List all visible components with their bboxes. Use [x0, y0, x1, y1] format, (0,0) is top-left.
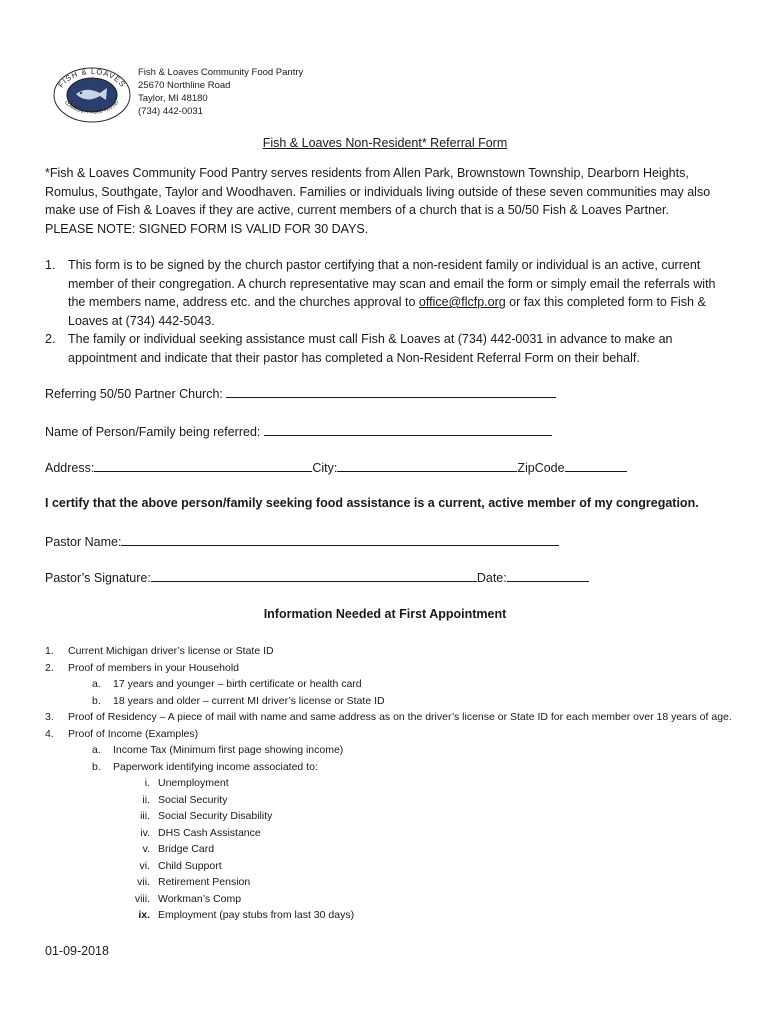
- referred-person-blank[interactable]: [264, 423, 552, 436]
- roman-numeral: iv.: [140, 826, 150, 839]
- org-phone: (734) 442-0031: [138, 106, 203, 117]
- email-link[interactable]: office@flcfp.org: [418, 295, 506, 309]
- pastor-name-field: [45, 533, 559, 549]
- income-type-item: [45, 858, 735, 875]
- pastor-signature-field: [45, 569, 589, 585]
- requirement-text: Proof of Residency – A piece of mail with name and same address as on the driver’s license or State ID for each member over 18 years of age.: [68, 711, 732, 723]
- requirements-list: [45, 643, 735, 924]
- city-label: City:: [312, 461, 338, 475]
- requirement-item: [45, 643, 735, 660]
- instruction-number: 1.: [45, 258, 56, 272]
- pastor-signature-blank[interactable]: [151, 569, 477, 582]
- org-address-block: [138, 66, 303, 118]
- sub-item-text: 18 years and older – current MI driver’s license or State ID: [113, 694, 385, 707]
- org-street: 25670 Northline Road: [138, 80, 231, 91]
- instruction-item: [45, 330, 735, 367]
- logo-ring-bottom: COMMUNITY FOOD PANTRY: [63, 99, 121, 115]
- partner-church-blank[interactable]: [226, 385, 556, 398]
- income-type-item: [45, 775, 735, 792]
- roman-numeral: ii.: [142, 793, 150, 806]
- validity-note: PLEASE NOTE: SIGNED FORM IS VALID FOR 30 DAYS.: [45, 221, 369, 236]
- roman-numeral: ix.: [138, 909, 150, 921]
- sub-item-letter: a.: [92, 678, 101, 690]
- zip-label: ZipCode: [517, 461, 565, 475]
- requirement-number: 4.: [45, 727, 54, 740]
- city-blank[interactable]: [337, 459, 517, 472]
- requirement-item: [45, 660, 735, 677]
- instructions-list: [45, 256, 735, 367]
- income-type-text: Child Support: [158, 859, 222, 872]
- address-field-row: [45, 459, 627, 475]
- form-title: Fish & Loaves Non-Resident* Referral Form: [262, 136, 508, 150]
- requirement-item: [45, 709, 735, 726]
- pastor-name-blank[interactable]: [121, 533, 559, 546]
- income-type-text: Social Security: [158, 793, 228, 806]
- income-type-item: [45, 907, 735, 924]
- roman-numeral: vi.: [139, 859, 150, 872]
- pastor-signature-label: Pastor’s Signature:: [45, 571, 151, 585]
- income-type-text: Workman’s Comp: [158, 892, 242, 905]
- roman-numeral: iii.: [140, 810, 150, 822]
- intro-section: [45, 164, 735, 238]
- sub-item: [45, 759, 735, 776]
- requirement-number: 1.: [45, 645, 54, 657]
- intro-text: *Fish & Loaves Community Food Pantry serves residents from Allen Park, Brownstown Township, Dearborn Heights, Romulus, Southgate, Taylor and Woodhaven. Families or individuals living outside of these seven communities may also make use of Fish & Loaves if they are active, current members of a church that is a 50/50 Fish & Loaves Partner.: [45, 166, 711, 217]
- fish-loaves-logo-icon: [52, 66, 132, 124]
- requirement-text: Proof of Income (Examples): [68, 727, 199, 740]
- income-type-text: Social Security Disability: [158, 810, 273, 822]
- income-type-text: Retirement Pension: [158, 876, 251, 888]
- partner-church-field: [45, 385, 556, 401]
- sub-item-text: Income Tax (Minimum first page showing income): [113, 744, 344, 756]
- partner-church-label: Referring 50/50 Partner Church:: [45, 387, 227, 401]
- sub-item: [45, 742, 735, 759]
- income-type-item: [45, 792, 735, 809]
- sub-item-letter: b.: [92, 760, 101, 773]
- income-type-text: Employment (pay stubs from last 30 days): [158, 909, 355, 921]
- org-city: Taylor, MI 48180: [138, 93, 208, 104]
- income-type-item: [45, 825, 735, 842]
- sub-item: [45, 693, 735, 710]
- roman-numeral: v.: [142, 843, 150, 855]
- info-heading: Information Needed at First Appointment: [263, 607, 507, 621]
- requirement-number: 3.: [45, 711, 54, 723]
- sub-item: [45, 676, 735, 693]
- pastor-name-label: Pastor Name:: [45, 535, 122, 549]
- requirement-text: Current Michigan driver’s license or State ID: [68, 645, 274, 657]
- referred-person-field: [45, 423, 552, 439]
- date-blank[interactable]: [507, 569, 589, 582]
- instruction-text: or fax this completed form to Fish & Loaves at (734) 442-5043.: [68, 295, 706, 328]
- income-type-text: Bridge Card: [158, 843, 215, 855]
- sub-item-text: Paperwork identifying income associated to:: [113, 760, 318, 773]
- roman-numeral: vii.: [137, 876, 150, 888]
- sub-item-text: 17 years and younger – birth certificate or health card: [113, 678, 362, 690]
- instruction-text: This form is to be signed by the church pastor certifying that a non-resident family or individual is an active, current member of their congregation. A church representative may scan and email the form or simply email the referrals with the members name, address etc. and the churches approval to: [68, 258, 716, 309]
- logo-ring-top: FISH & LOAVES: [56, 66, 128, 90]
- instruction-text: The family or individual seeking assistance must call Fish & Loaves at (734) 442-0031 in advance to make an appointment and indicate that their pastor has completed a Non-Resident Referral Form on their behalf.: [68, 332, 673, 365]
- instruction-item: [45, 256, 735, 330]
- certification-statement: I certify that the above person/family seeking food assistance is a current, active member of my congregation.: [45, 496, 699, 510]
- requirement-number: 2.: [45, 661, 54, 674]
- roman-numeral: viii.: [134, 892, 150, 905]
- roman-numeral: i.: [144, 777, 150, 789]
- org-name: Fish & Loaves Community Food Pantry: [138, 67, 304, 78]
- instruction-number: 2.: [45, 332, 56, 346]
- revision-date: 01-09-2018: [45, 944, 109, 958]
- zip-blank[interactable]: [565, 459, 627, 472]
- address-label: Address:: [45, 461, 95, 475]
- income-type-item: [45, 891, 735, 908]
- income-type-item: [45, 874, 735, 891]
- income-type-item: [45, 841, 735, 858]
- sub-item-letter: b.: [92, 694, 101, 707]
- income-type-text: DHS Cash Assistance: [158, 826, 261, 839]
- requirement-text: Proof of members in your Household: [68, 661, 239, 674]
- income-type-text: Unemployment: [158, 777, 229, 789]
- requirement-item: [45, 726, 735, 743]
- address-blank[interactable]: [94, 459, 312, 472]
- sub-item-letter: a.: [92, 744, 101, 756]
- income-type-item: [45, 808, 735, 825]
- date-label: Date:: [476, 571, 507, 585]
- referred-person-label: Name of Person/Family being referred:: [45, 425, 264, 439]
